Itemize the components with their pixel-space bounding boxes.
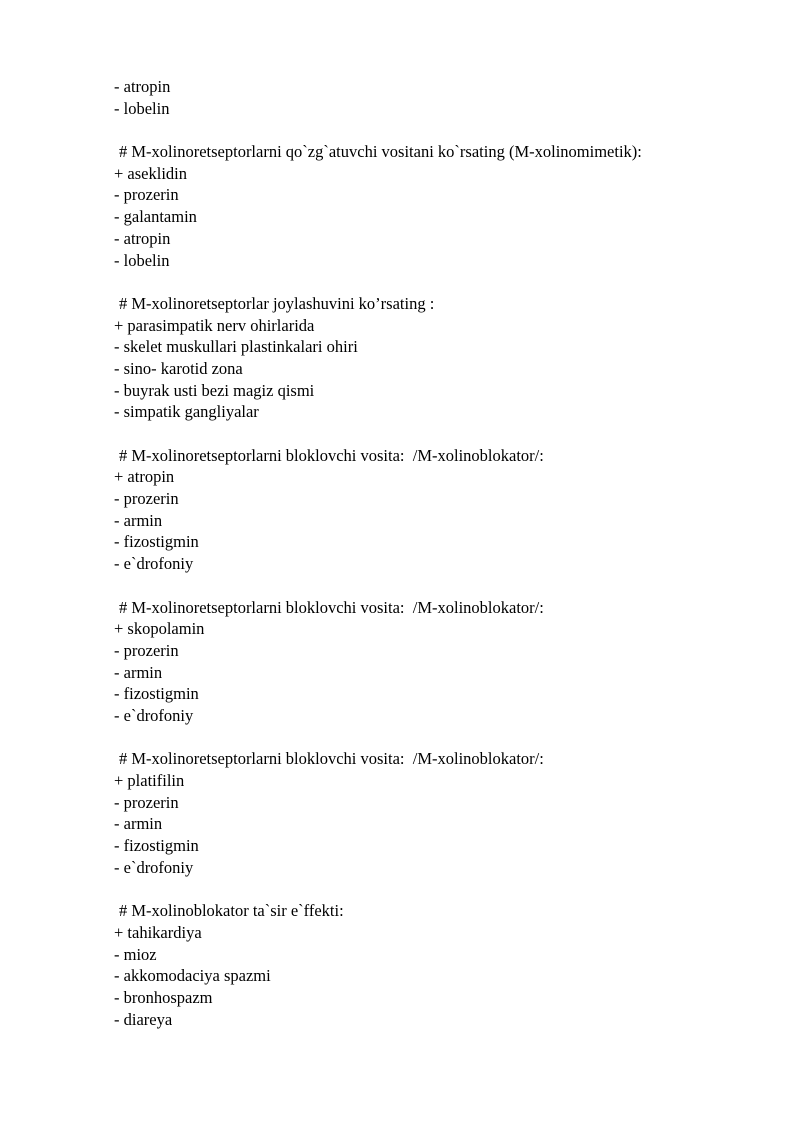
spacer [114,119,774,141]
question-block-1 [114,141,774,271]
answer-option: - armin [114,510,163,530]
answer-option-correct: + tahikardiya [114,922,202,942]
question-text: # M-xolinoretseptorlarni qo`zg`atuvchi vositani ko`rsating (M-xolinomimetik): [119,142,642,162]
answer-option-correct: + atropin [114,467,175,487]
question-text: # M-xolinoretseptorlarni bloklovchi vosita: /M-xolinoblokator/: [119,749,544,769]
answer-option: - lobelin [114,250,170,270]
answer-option: - diareya [114,1009,173,1029]
question-block-6 [114,900,774,1030]
answer-option: - fizostigmin [114,684,199,704]
question-text: # M-xolinoretseptorlarni bloklovchi vosita: /M-xolinoblokator/: [119,445,544,465]
answer-option-correct: + parasimpatik nerv ohirlarida [114,315,315,335]
question-block-3 [114,445,774,575]
answer-option: - e`drofoniy [114,857,194,877]
answer-option: - prozerin [114,489,179,509]
answer-option-correct: + platifilin [114,771,185,790]
answer-option: - bronhospazm [114,987,213,1007]
spacer [114,727,774,749]
spacer [114,575,774,597]
answer-option: - mioz [114,944,157,964]
question-text: # M-xolinoretseptorlarni bloklovchi vosita: /M-xolinoblokator/: [119,597,544,617]
question-text: # M-xolinoretseptorlar joylashuvini ko’rsating : [119,293,435,313]
answer-option: - akkomodaciya spazmi [114,966,271,986]
answer-option: - fizostigmin [114,532,199,552]
answer-option: - e`drofoniy [114,705,194,725]
answer-option-correct: + aseklidin [114,163,188,183]
answer-option: - buyrak usti bezi magiz qismi [114,380,315,400]
answer-option: - sino- karotid zona [114,358,243,378]
spacer [114,271,774,293]
leading-options [114,76,774,119]
answer-option: - fizostigmin [114,836,199,856]
answer-option: - armin [114,814,163,834]
answer-option: - prozerin [114,185,179,205]
spacer [114,423,774,445]
answer-option: - skelet muskullari plastinkalari ohiri [114,337,358,357]
answer-option-correct: + skopolamin [114,619,205,639]
answer-option: - lobelin [114,98,170,118]
question-block-4 [114,597,774,727]
answer-option: - atropin [114,228,171,248]
answer-option: - prozerin [114,792,179,812]
answer-option: - galantamin [114,207,197,227]
answer-option: - atropin [114,77,171,96]
question-text: # M-xolinoblokator ta`sir e`ffekti: [119,901,344,921]
answer-option: - prozerin [114,640,179,660]
document-page [114,76,774,1030]
answer-option: - e`drofoniy [114,554,194,574]
question-block-2 [114,293,774,423]
spacer [114,878,774,900]
answer-option: - armin [114,662,163,682]
question-block-5 [114,748,774,878]
answer-option: - simpatik gangliyalar [114,402,259,422]
